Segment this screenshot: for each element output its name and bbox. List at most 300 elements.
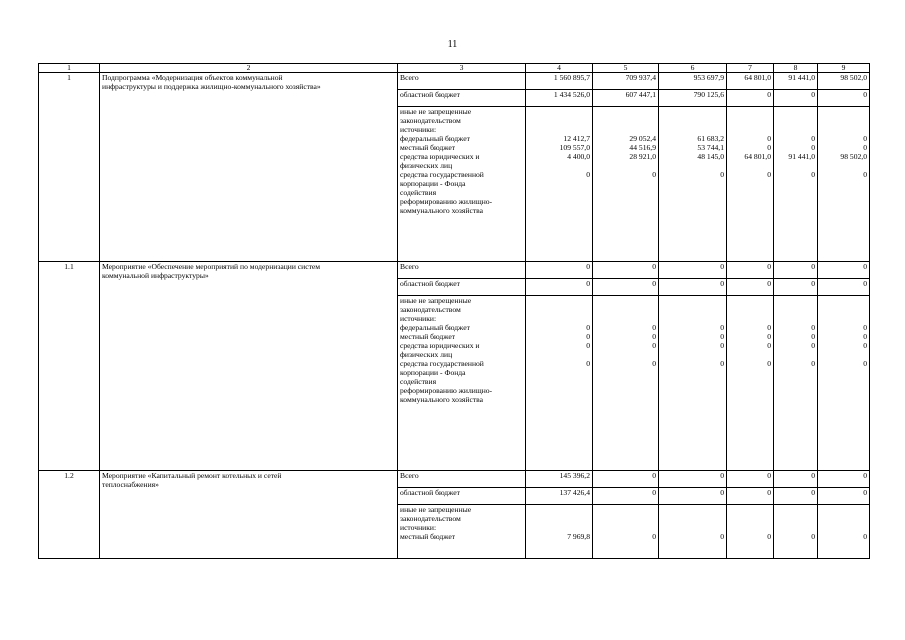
value-cell	[818, 262, 870, 279]
spacer	[820, 395, 867, 404]
value: 0	[811, 262, 815, 271]
spacer	[820, 188, 867, 197]
value-cell	[727, 471, 774, 488]
value-cell	[526, 279, 593, 296]
value: 953 697,9	[693, 73, 724, 82]
value: 0	[720, 170, 724, 179]
value: 0	[586, 262, 590, 271]
spacer	[729, 296, 771, 305]
spacer	[729, 377, 771, 386]
spacer	[661, 206, 724, 215]
section-name-line: Мероприятие «Капитальный ремонт котельных и сетей	[102, 471, 282, 480]
spacer	[729, 305, 771, 314]
spacer	[776, 125, 815, 134]
column-number: 9	[818, 64, 870, 73]
spacer	[729, 161, 771, 170]
spacer	[528, 386, 590, 395]
spacer	[528, 314, 590, 323]
spacer	[820, 377, 867, 386]
value-cell	[818, 90, 870, 107]
value: 0	[811, 143, 815, 152]
spacer	[729, 116, 771, 125]
value: 145 396,2	[559, 471, 590, 480]
value: 0	[720, 532, 724, 541]
spacer	[729, 505, 771, 514]
value: 0	[863, 332, 867, 341]
value: 0	[720, 332, 724, 341]
spacer	[820, 125, 867, 134]
value-cell	[593, 296, 659, 471]
value: 0	[586, 341, 590, 350]
spacer	[661, 197, 724, 206]
spacer	[528, 188, 590, 197]
column-number-row	[39, 64, 870, 73]
spacer	[595, 116, 656, 125]
spacer	[776, 206, 815, 215]
table-body	[39, 73, 870, 559]
spacer	[820, 116, 867, 125]
value: 0	[720, 488, 724, 497]
spacer	[595, 350, 656, 359]
spacer	[595, 514, 656, 523]
source-label-cell	[398, 505, 526, 559]
value: 0	[652, 341, 656, 350]
spacer	[661, 305, 724, 314]
spacer	[595, 314, 656, 323]
source-label-line: корпорации - Фонда	[400, 179, 466, 188]
spacer	[729, 395, 771, 404]
source-label: Всего	[400, 73, 419, 82]
spacer	[661, 368, 724, 377]
source-label-line: федеральный бюджет	[400, 323, 470, 332]
value: 0	[767, 359, 771, 368]
value: 0	[811, 488, 815, 497]
spacer	[820, 350, 867, 359]
value: 0	[863, 488, 867, 497]
source-label-line: федеральный бюджет	[400, 134, 470, 143]
value: 0	[767, 170, 771, 179]
spacer	[776, 395, 815, 404]
value: 0	[811, 279, 815, 288]
source-intro-line: законодательством	[400, 305, 461, 314]
source-label-line: корпорации - Фонда	[400, 368, 466, 377]
spacer	[595, 296, 656, 305]
source-label-line: коммунального хозяйства	[400, 206, 484, 215]
spacer	[595, 368, 656, 377]
spacer	[776, 188, 815, 197]
value: 0	[652, 332, 656, 341]
table-row	[39, 471, 870, 488]
value: 91 441,0	[788, 152, 815, 161]
spacer	[528, 350, 590, 359]
value: 0	[586, 359, 590, 368]
value: 709 937,4	[625, 73, 656, 82]
section-code-cell	[39, 471, 100, 559]
value-cell	[659, 296, 727, 471]
column-number: 5	[593, 64, 659, 73]
spacer	[729, 314, 771, 323]
value: 0	[811, 134, 815, 143]
value-cell	[526, 90, 593, 107]
value: 53 744,1	[697, 143, 724, 152]
source-label-line: средства юридических и	[400, 152, 480, 161]
source-label-line: местный бюджет	[400, 332, 456, 341]
value: 28 921,0	[629, 152, 656, 161]
source-label-line: средства юридических и	[400, 341, 480, 350]
spacer	[820, 314, 867, 323]
source-label-cell	[398, 107, 526, 262]
value: 64 801,0	[744, 152, 771, 161]
value: 0	[811, 90, 815, 99]
spacer	[729, 179, 771, 188]
value: 0	[720, 323, 724, 332]
value-cell	[526, 505, 593, 559]
source-intro-line: законодательством	[400, 116, 461, 125]
source-label-line: местный бюджет	[400, 532, 456, 541]
spacer	[776, 179, 815, 188]
value: 0	[586, 279, 590, 288]
value: 0	[652, 471, 656, 480]
value-cell	[659, 73, 727, 90]
spacer	[595, 107, 656, 116]
section-code-cell	[39, 73, 100, 262]
value: 98 502,0	[840, 152, 867, 161]
value-cell	[526, 73, 593, 90]
value: 1 434 526,0	[553, 90, 590, 99]
column-number: 3	[398, 64, 526, 73]
value-cell	[727, 73, 774, 90]
section-name-line: теплоснабжения»	[102, 480, 159, 489]
value-cell	[659, 262, 727, 279]
value-cell	[774, 279, 818, 296]
source-intro-line: иные не запрещенные	[400, 296, 472, 305]
value: 0	[767, 341, 771, 350]
value: 0	[811, 359, 815, 368]
source-label-cell	[398, 73, 526, 90]
spacer	[661, 386, 724, 395]
value: 0	[767, 471, 771, 480]
column-number: 8	[774, 64, 818, 73]
section-name-cell	[100, 471, 398, 559]
value: 0	[811, 170, 815, 179]
spacer	[661, 514, 724, 523]
value-cell	[526, 471, 593, 488]
value-cell	[774, 505, 818, 559]
spacer	[528, 368, 590, 377]
column-number: 1	[39, 64, 100, 73]
value: 0	[811, 471, 815, 480]
source-label: областной бюджет	[400, 488, 460, 497]
value: 109 557,0	[559, 143, 590, 152]
value: 0	[863, 471, 867, 480]
value: 1 560 895,7	[553, 73, 590, 82]
source-intro-line: иные не запрещенные	[400, 107, 472, 116]
spacer	[528, 305, 590, 314]
source-label-line: местный бюджет	[400, 143, 456, 152]
value: 0	[863, 532, 867, 541]
value-cell	[593, 107, 659, 262]
section-code-cell	[39, 262, 100, 471]
value-cell	[774, 107, 818, 262]
source-label-cell	[398, 471, 526, 488]
section-name-line: коммунальной инфраструктуры»	[102, 271, 209, 280]
spacer	[820, 305, 867, 314]
source-label-line: содействия	[400, 377, 437, 386]
value: 0	[767, 332, 771, 341]
value-cell	[774, 73, 818, 90]
spacer	[661, 179, 724, 188]
spacer	[528, 107, 590, 116]
value: 0	[811, 341, 815, 350]
spacer	[820, 514, 867, 523]
spacer	[661, 188, 724, 197]
spacer	[595, 188, 656, 197]
value-cell	[659, 107, 727, 262]
value-cell	[526, 107, 593, 262]
section-code: 1	[67, 73, 71, 82]
value-cell	[659, 90, 727, 107]
spacer	[661, 395, 724, 404]
column-number: 4	[526, 64, 593, 73]
source-label-line: физических лиц	[400, 161, 453, 170]
value-cell	[593, 471, 659, 488]
spacer	[661, 125, 724, 134]
spacer	[595, 197, 656, 206]
value: 0	[652, 323, 656, 332]
value-cell	[659, 488, 727, 505]
section-name-line: Мероприятие «Обеспечение мероприятий по модернизации систем	[102, 262, 321, 271]
spacer	[661, 314, 724, 323]
section-name-line: инфраструктуры и поддержка жилищно-коммунального хозяйства»	[102, 82, 321, 91]
spacer	[595, 386, 656, 395]
column-number: 2	[100, 64, 398, 73]
value: 7 969,8	[567, 532, 590, 541]
spacer	[595, 395, 656, 404]
column-number: 7	[727, 64, 774, 73]
value: 0	[720, 471, 724, 480]
value: 98 502,0	[840, 73, 867, 82]
column-number: 6	[659, 64, 727, 73]
value-cell	[818, 488, 870, 505]
spacer	[528, 179, 590, 188]
source-label-line: коммунального хозяйства	[400, 395, 484, 404]
spacer	[729, 188, 771, 197]
value: 0	[586, 332, 590, 341]
spacer	[820, 386, 867, 395]
source-label: Всего	[400, 262, 419, 271]
value-cell	[818, 73, 870, 90]
section-code: 1.2	[64, 471, 74, 480]
value: 0	[652, 279, 656, 288]
spacer	[776, 505, 815, 514]
spacer	[528, 377, 590, 386]
value-cell	[727, 90, 774, 107]
source-label-line: реформированию жилищно-	[400, 386, 493, 395]
spacer	[595, 179, 656, 188]
value-cell	[593, 262, 659, 279]
spacer	[528, 296, 590, 305]
source-label: Всего	[400, 471, 419, 480]
value-cell	[818, 505, 870, 559]
value: 0	[811, 323, 815, 332]
source-label: областной бюджет	[400, 279, 460, 288]
spacer	[528, 523, 590, 532]
spacer	[729, 350, 771, 359]
spacer	[820, 179, 867, 188]
spacer	[820, 368, 867, 377]
value-cell	[593, 505, 659, 559]
spacer	[595, 125, 656, 134]
spacer	[776, 386, 815, 395]
spacer	[776, 305, 815, 314]
spacer	[528, 514, 590, 523]
value-cell	[774, 296, 818, 471]
spacer	[729, 514, 771, 523]
value: 0	[652, 170, 656, 179]
source-label-cell	[398, 262, 526, 279]
spacer	[595, 377, 656, 386]
spacer	[729, 523, 771, 532]
value: 0	[811, 532, 815, 541]
value: 0	[720, 262, 724, 271]
source-intro-line: источники:	[400, 125, 437, 134]
spacer	[820, 523, 867, 532]
value-cell	[659, 471, 727, 488]
spacer	[595, 523, 656, 532]
value-cell	[727, 107, 774, 262]
source-label-cell	[398, 90, 526, 107]
value: 0	[863, 341, 867, 350]
spacer	[528, 197, 590, 206]
source-intro-line: иные не запрещенные	[400, 505, 472, 514]
spacer	[595, 161, 656, 170]
value: 0	[586, 323, 590, 332]
spacer	[820, 161, 867, 170]
source-label-cell	[398, 279, 526, 296]
spacer	[661, 116, 724, 125]
value: 790 125,6	[693, 90, 724, 99]
value-cell	[727, 279, 774, 296]
value: 0	[652, 359, 656, 368]
value: 44 516,9	[629, 143, 656, 152]
spacer	[776, 514, 815, 523]
spacer	[595, 505, 656, 514]
spacer	[776, 197, 815, 206]
section-name-cell	[100, 262, 398, 471]
source-label-line: реформированию жилищно-	[400, 197, 493, 206]
source-label: областной бюджет	[400, 90, 460, 99]
value-cell	[774, 262, 818, 279]
value-cell	[727, 262, 774, 279]
value: 0	[652, 262, 656, 271]
page-number: 11	[447, 39, 458, 50]
source-label-cell	[398, 296, 526, 471]
source-intro-line: источники:	[400, 523, 437, 532]
value: 0	[767, 532, 771, 541]
value: 64 801,0	[744, 73, 771, 82]
spacer	[661, 377, 724, 386]
value: 0	[720, 341, 724, 350]
spacer	[528, 395, 590, 404]
value: 91 441,0	[788, 73, 815, 82]
section-code: 1.1	[64, 262, 74, 271]
value: 0	[767, 488, 771, 497]
value-cell	[659, 279, 727, 296]
value: 0	[652, 488, 656, 497]
section-name-cell	[100, 73, 398, 262]
value: 0	[767, 134, 771, 143]
spacer	[729, 386, 771, 395]
value: 0	[652, 532, 656, 541]
spacer	[776, 523, 815, 532]
value-cell	[526, 488, 593, 505]
value-cell	[593, 488, 659, 505]
value-cell	[774, 471, 818, 488]
spacer	[820, 197, 867, 206]
value-cell	[818, 471, 870, 488]
value: 607 447,1	[625, 90, 656, 99]
value-cell	[526, 262, 593, 279]
spacer	[528, 125, 590, 134]
value-cell	[727, 488, 774, 505]
value-cell	[593, 90, 659, 107]
value: 48 145,0	[697, 152, 724, 161]
value-cell	[727, 296, 774, 471]
value-cell	[526, 296, 593, 471]
spacer	[776, 296, 815, 305]
spacer	[820, 107, 867, 116]
spacer	[661, 350, 724, 359]
spacer	[729, 107, 771, 116]
source-label-line: средства государственной	[400, 359, 484, 368]
value-cell	[818, 107, 870, 262]
source-intro-line: законодательством	[400, 514, 461, 523]
spacer	[776, 350, 815, 359]
source-intro-line: источники:	[400, 314, 437, 323]
value-cell	[774, 90, 818, 107]
value: 137 426,4	[559, 488, 590, 497]
table-row	[39, 262, 870, 279]
value-cell	[659, 505, 727, 559]
spacer	[661, 296, 724, 305]
value: 0	[767, 279, 771, 288]
spacer	[776, 314, 815, 323]
value: 0	[863, 170, 867, 179]
spacer	[820, 505, 867, 514]
source-label-line: физических лиц	[400, 350, 453, 359]
value-cell	[727, 505, 774, 559]
value-cell	[818, 279, 870, 296]
value: 0	[863, 323, 867, 332]
spacer	[776, 368, 815, 377]
source-label-line: средства государственной	[400, 170, 484, 179]
value: 0	[863, 279, 867, 288]
spacer	[595, 305, 656, 314]
value-cell	[774, 488, 818, 505]
value-cell	[593, 73, 659, 90]
budget-table	[38, 63, 870, 559]
value-cell	[818, 296, 870, 471]
value: 0	[863, 143, 867, 152]
value: 61 683,2	[697, 134, 724, 143]
table-row	[39, 73, 870, 90]
value: 0	[863, 90, 867, 99]
value: 0	[586, 170, 590, 179]
spacer	[661, 505, 724, 514]
spacer	[661, 161, 724, 170]
spacer	[528, 505, 590, 514]
spacer	[820, 296, 867, 305]
